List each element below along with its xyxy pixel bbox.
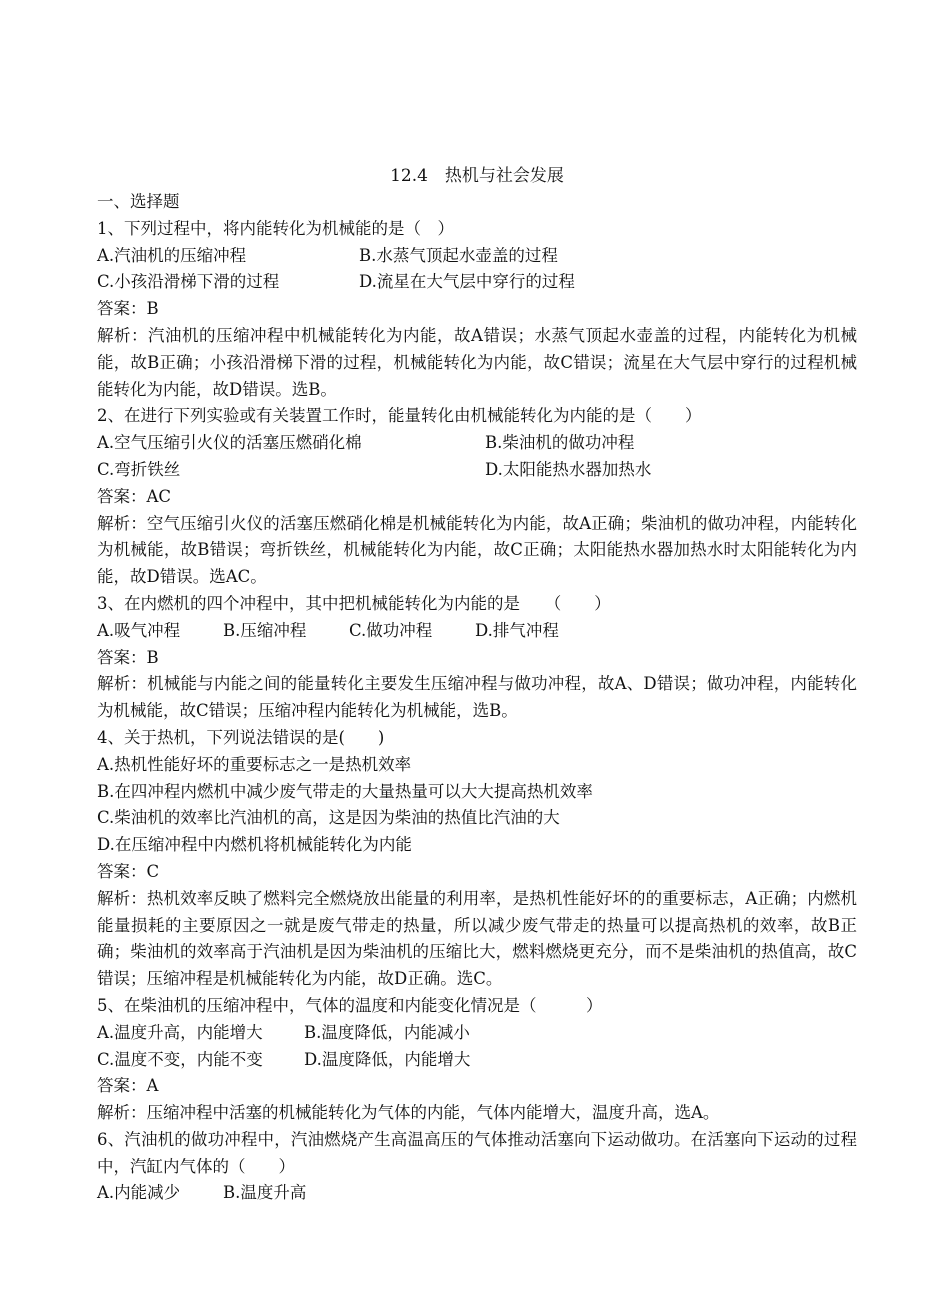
question-6-option-b: B.温度升高 [223, 1183, 307, 1203]
question-1-option-c: C.小孩沿滑梯下滑的过程 [97, 272, 280, 292]
question-5-analysis: 解析：压缩冲程中活塞的机械能转化为气体的内能，气体内能增大，温度升高，选A。 [97, 1103, 720, 1123]
question-1-analysis: 解析：汽油机的压缩冲程中机械能转化为内能，故A错误；水蒸气顶起水壶盖的过程，内能转化为机械能，故B正确；小孩沿滑梯下滑的过程，机械能转化为内能，故C错误；流星在大气层中穿行的过程机械能转化为内能，故D错误。选B。 [97, 325, 857, 399]
question-2-option-d: D.太阳能热水器加热水 [485, 459, 652, 479]
question-1-option-d: D.流星在大气层中穿行的过程 [359, 272, 575, 292]
section-heading: 一、选择题 [97, 192, 180, 211]
question-2-answer: 答案：AC [97, 486, 172, 506]
question-3-option-c: C.做功冲程 [349, 620, 433, 640]
question-5-option-a: A.温度升高，内能增大 [97, 1022, 263, 1042]
question-5-option-c: C.温度不变，内能不变 [97, 1049, 263, 1069]
question-4-option-b: B.在四冲程内燃机中减少废气带走的大量热量可以大大提高热机效率 [97, 781, 593, 801]
question-5-option-b: B.温度降低，内能减小 [304, 1022, 470, 1042]
question-1-answer: 答案：B [97, 299, 159, 319]
question-2-stem: 2、在进行下列实验或有关装置工作时，能量转化由机械能转化为内能的是（ ） [97, 406, 702, 426]
question-3-analysis: 解析：机械能与内能之间的能量转化主要发生压缩冲程与做功冲程，故A、D错误；做功冲程，内能转化为机械能，故C错误；压缩冲程内能转化为机械能，选B。 [97, 674, 857, 721]
question-6-options [97, 1180, 857, 1207]
question-5-options-row-1 [97, 1020, 857, 1047]
question-5-answer: 答案：A [97, 1076, 159, 1096]
document-title: 12.4 热机与社会发展 [390, 166, 564, 186]
question-4-option-a: A.热机性能好坏的重要标志之一是热机效率 [97, 754, 412, 774]
question-6-option-a: A.内能减少 [97, 1183, 181, 1203]
question-3-option-b: B.压缩冲程 [223, 620, 307, 640]
document-content [97, 163, 857, 1207]
question-1-options-row-1 [97, 243, 857, 270]
question-4-option-c: C.柴油机的效率比汽油机的高，这是因为柴油的热值比汽油的大 [97, 808, 560, 828]
question-2-option-b: B.柴油机的做功冲程 [485, 433, 635, 453]
question-2-option-a: A.空气压缩引火仪的活塞压燃硝化棉 [97, 433, 362, 453]
question-1-stem: 1、下列过程中，将内能转化为机械能的是（ ） [97, 218, 454, 238]
question-1-option-b: B.水蒸气顶起水壶盖的过程 [359, 245, 558, 265]
question-3-option-d: D.排气冲程 [475, 620, 559, 640]
question-4-stem: 4、关于热机，下列说法错误的是( ) [97, 727, 385, 747]
question-3-option-a: A.吸气冲程 [97, 620, 181, 640]
question-4-option-d: D.在压缩冲程中内燃机将机械能转化为内能 [97, 835, 412, 855]
question-2-option-c: C.弯折铁丝 [97, 459, 181, 479]
question-2-analysis: 解析：空气压缩引火仪的活塞压燃硝化棉是机械能转化为内能，故A正确；柴油机的做功冲程，内能转化为机械能，故B错误；弯折铁丝，机械能转化为内能，故C正确；太阳能热水器加热水时太阳能转化为内能，故D错误。选AC。 [97, 513, 857, 587]
question-2-options-row-2 [97, 457, 857, 484]
question-4-analysis: 解析：热机效率反映了燃料完全燃烧放出能量的利用率，是热机性能好坏的的重要标志，A正确；内燃机能量损耗的主要原因之一就是废气带走的热量，所以减少废气带走的热量可以提高热机的效率，故B正确；柴油机的效率高于汽油机是因为柴油机的压缩比大，燃料燃烧更充分，而不是柴油机的热值高，故C错误；压缩冲程是机械能转化为内能，故D正确。选C。 [97, 888, 857, 989]
question-2-options-row-1 [97, 430, 857, 457]
question-3-answer: 答案：B [97, 647, 159, 667]
question-1-option-a: A.汽油机的压缩冲程 [97, 245, 247, 265]
question-5-stem: 5、在柴油机的压缩冲程中，气体的温度和内能变化情况是（ ） [97, 995, 603, 1015]
question-3-options [97, 618, 857, 645]
question-1-options-row-2 [97, 269, 857, 296]
question-6-stem: 6、汽油机的做功冲程中，汽油燃烧产生高温高压的气体推动活塞向下运动做功。在活塞向下运动的过程中，汽缸内气体的（ ） [97, 1129, 857, 1176]
question-5-options-row-2 [97, 1047, 857, 1074]
question-4-answer: 答案：C [97, 861, 160, 881]
question-3-stem: 3、在内燃机的四个冲程中，其中把机械能转化为内能的是 （ ） [97, 593, 611, 613]
question-5-option-d: D.温度降低，内能增大 [304, 1049, 471, 1069]
